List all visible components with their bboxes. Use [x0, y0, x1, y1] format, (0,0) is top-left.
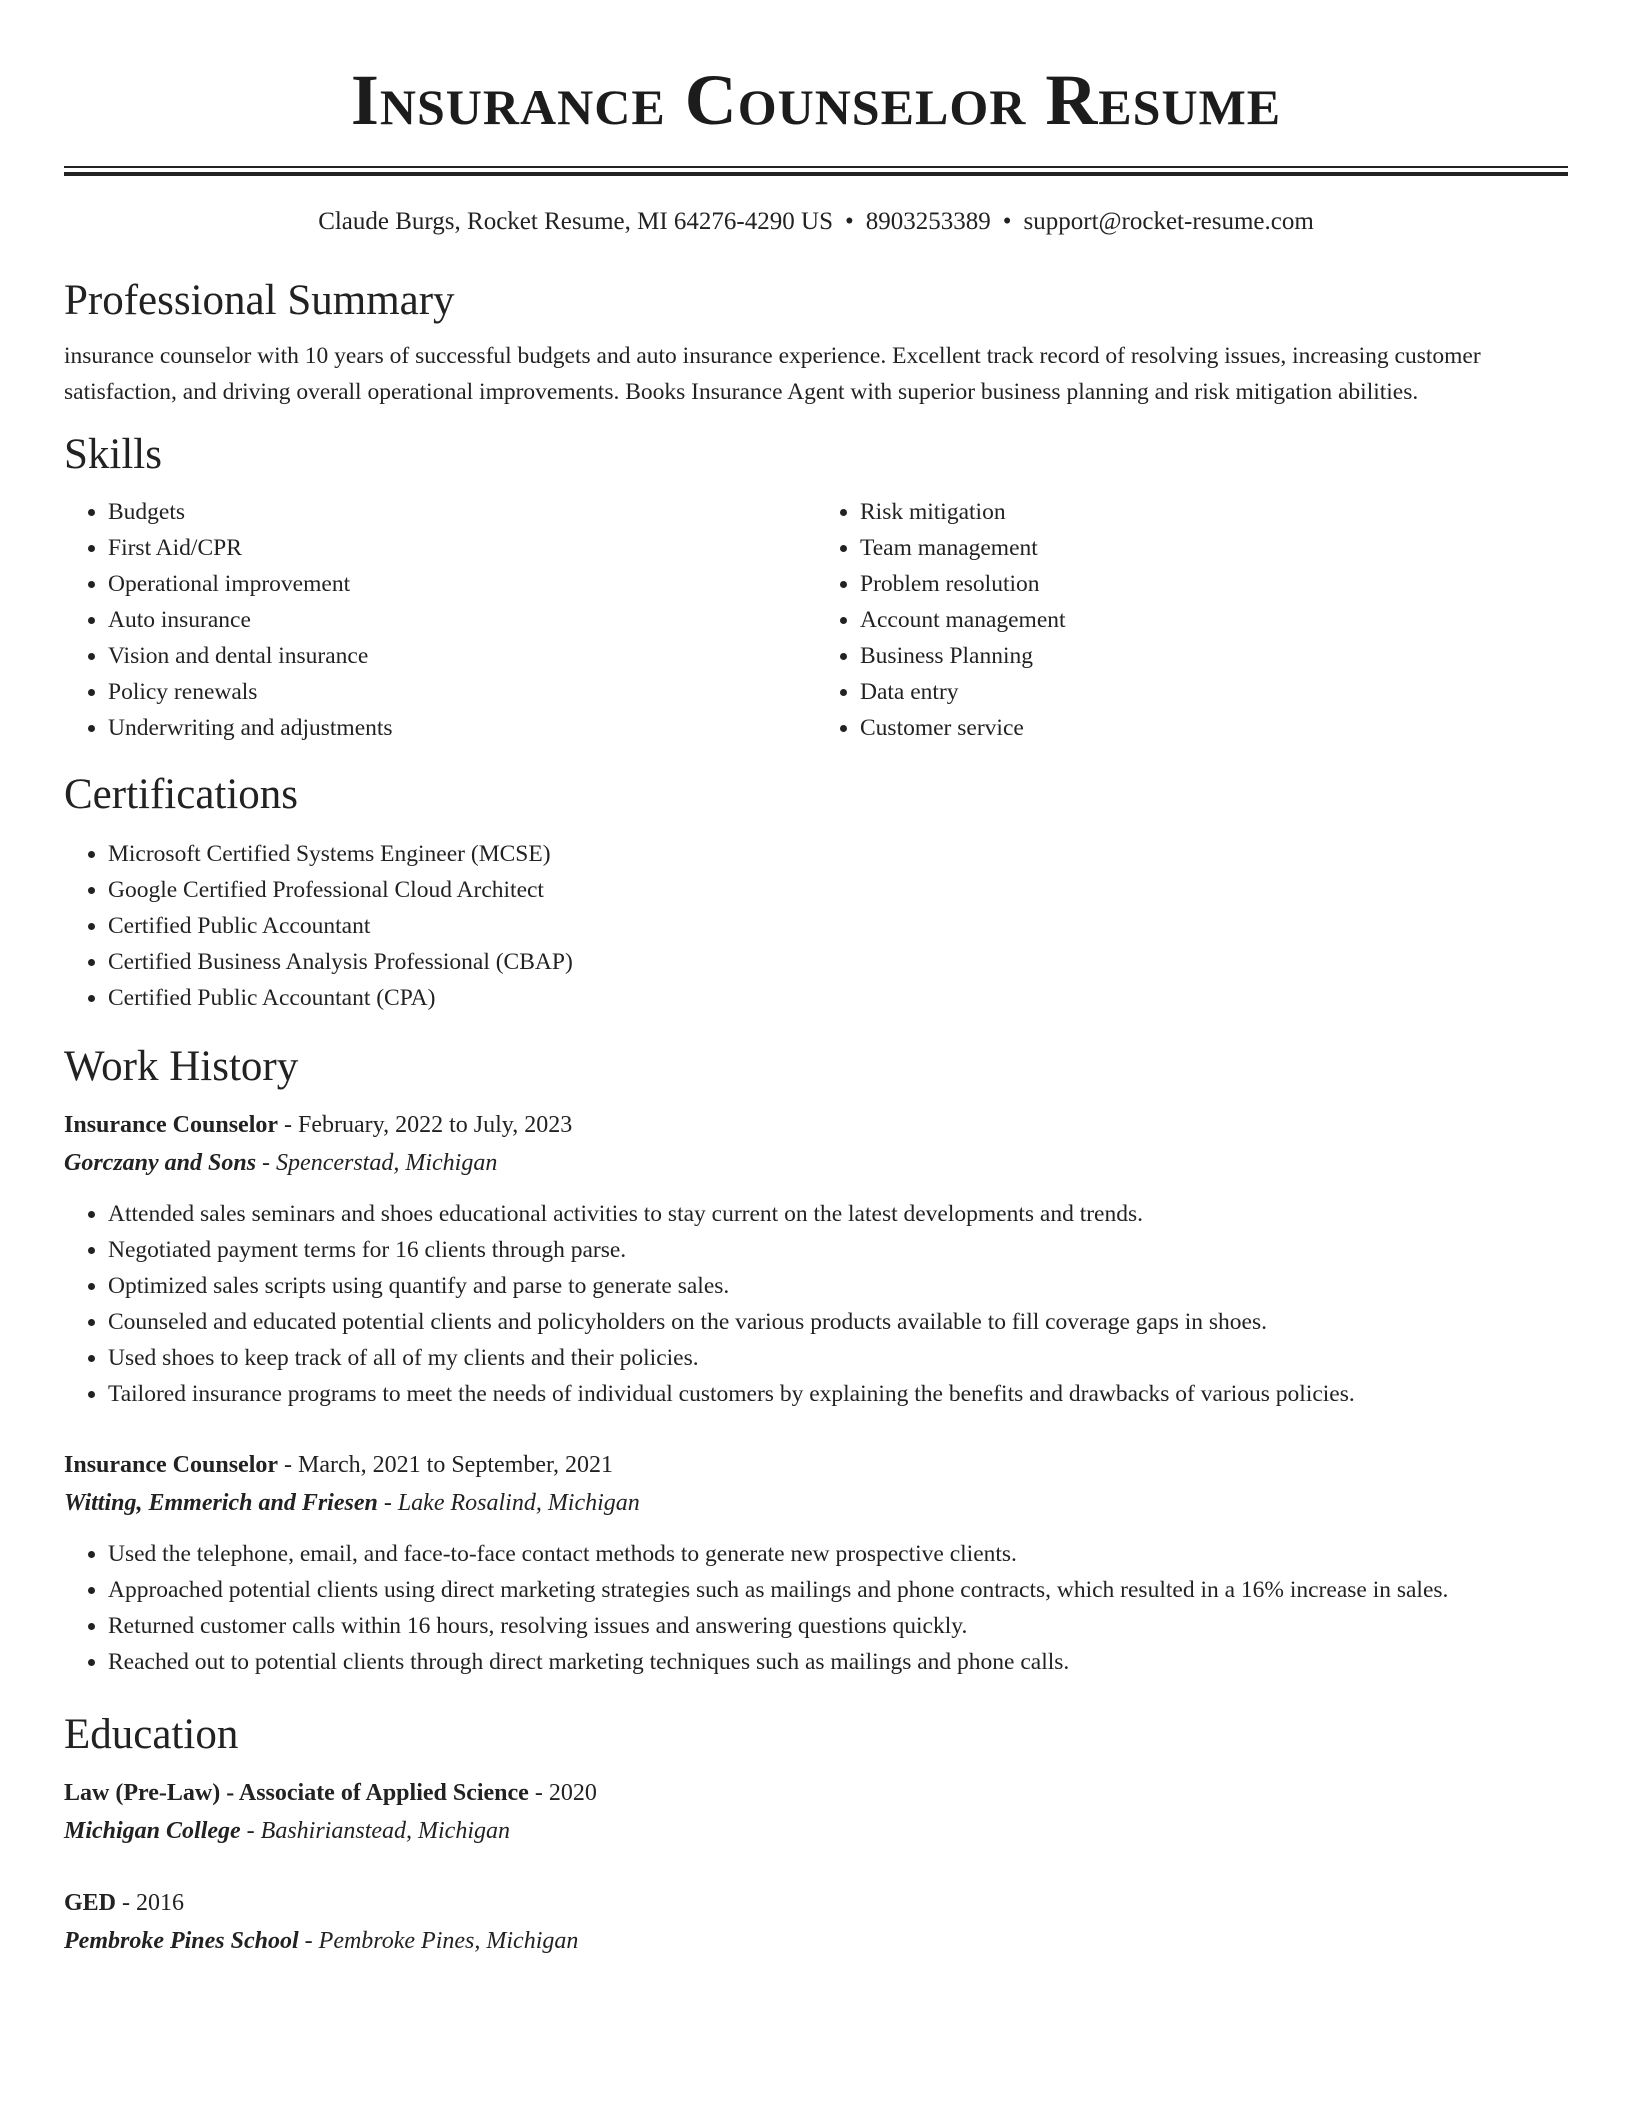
- certification-item: • Microsoft Certified Systems Engineer (MCSE): [108, 836, 1568, 872]
- job-title: Insurance Counselor: [64, 1452, 279, 1478]
- skills-heading: Skills: [64, 431, 162, 478]
- job-dates: February, 2022 to July, 2023: [298, 1112, 573, 1138]
- skill-item: • Data entry: [860, 674, 1568, 710]
- resume-title: Insurance Counselor Resume: [350, 60, 1282, 140]
- job-bullet: • Counseled and educated potential clients and policyholders on the various products available to fill coverage gaps in shoes.: [108, 1304, 1568, 1340]
- job-bullet: • Optimized sales scripts using quantify and parse to generate sales.: [108, 1268, 1568, 1304]
- company-location: Lake Rosalind, Michigan: [397, 1490, 640, 1516]
- skills-list-right: [816, 494, 1568, 746]
- dash: -: [383, 1490, 392, 1516]
- skill-item: • Budgets: [108, 494, 816, 530]
- job-bullet: • Approached potential clients using direct marketing strategies such as mailings and phone contracts, which resulted in a 16% increase in sales.: [108, 1572, 1568, 1608]
- job-bullet: • Used the telephone, email, and face-to-face contact methods to generate new prospective clients.: [108, 1536, 1568, 1572]
- dash: -: [262, 1150, 271, 1176]
- summary-heading: Professional Summary: [64, 277, 455, 324]
- dash: -: [284, 1112, 293, 1138]
- graduation-year: 2016: [136, 1890, 185, 1916]
- certification-item: • Certified Business Analysis Professional (CBAP): [108, 944, 1568, 980]
- company-location: Spencerstad, Michigan: [276, 1150, 498, 1176]
- job-title-line: [64, 1446, 1568, 1484]
- skill-item: • Policy renewals: [108, 674, 816, 710]
- job-bullets: [64, 1536, 1568, 1680]
- school-name: Pembroke Pines School: [64, 1928, 299, 1954]
- certification-item: • Google Certified Professional Cloud Architect: [108, 872, 1568, 908]
- skill-item: • Business Planning: [860, 638, 1568, 674]
- company-name: Witting, Emmerich and Friesen: [64, 1490, 378, 1516]
- degree: GED: [64, 1890, 117, 1916]
- contact-separator: •: [1002, 208, 1012, 235]
- job-bullet: • Negotiated payment terms for 16 clients through parse.: [108, 1232, 1568, 1268]
- education-entry: [64, 1884, 1568, 1960]
- school-name: Michigan College: [64, 1818, 241, 1844]
- dash: -: [304, 1928, 313, 1954]
- degree: Law (Pre-Law) - Associate of Applied Science: [64, 1780, 529, 1806]
- job-entry: [64, 1446, 1568, 1680]
- school-location: Bashirianstead, Michigan: [260, 1818, 510, 1844]
- skill-item: • Customer service: [860, 710, 1568, 746]
- school-line: [64, 1812, 1568, 1850]
- title-divider: [64, 166, 1568, 176]
- graduation-year: 2020: [548, 1780, 597, 1806]
- contact-line: [64, 207, 1568, 237]
- contact-email: support@rocket-resume.com: [1023, 208, 1314, 235]
- job-bullet: • Attended sales seminars and shoes educational activities to stay current on the latest developments and trends.: [108, 1196, 1568, 1232]
- degree-line: [64, 1884, 1568, 1922]
- skills-list-left: [64, 494, 816, 746]
- school-line: [64, 1922, 1568, 1960]
- dash: -: [122, 1890, 131, 1916]
- skill-item: • Vision and dental insurance: [108, 638, 816, 674]
- job-bullets: [64, 1196, 1568, 1412]
- job-title: Insurance Counselor: [64, 1112, 279, 1138]
- contact-address: Claude Burgs, Rocket Resume, MI 64276-4290 US: [318, 208, 833, 235]
- job-bullet: • Used shoes to keep track of all of my clients and their policies.: [108, 1340, 1568, 1376]
- job-entry: [64, 1106, 1568, 1412]
- skill-item: • Underwriting and adjustments: [108, 710, 816, 746]
- skill-item: • Team management: [860, 530, 1568, 566]
- job-title-line: [64, 1106, 1568, 1144]
- school-location: Pembroke Pines, Michigan: [318, 1928, 579, 1954]
- company-name: Gorczany and Sons: [64, 1150, 257, 1176]
- job-dates: March, 2021 to September, 2021: [298, 1452, 614, 1478]
- certifications-heading: Certifications: [64, 771, 299, 818]
- job-bullet: • Returned customer calls within 16 hours, resolving issues and answering questions quickly.: [108, 1608, 1568, 1644]
- dash: -: [534, 1780, 543, 1806]
- certifications-section: [64, 770, 1568, 1016]
- skill-item: • Operational improvement: [108, 566, 816, 602]
- company-line: [64, 1484, 1568, 1522]
- skill-item: • Account management: [860, 602, 1568, 638]
- dash: -: [284, 1452, 293, 1478]
- company-line: [64, 1144, 1568, 1182]
- degree-line: [64, 1774, 1568, 1812]
- certifications-list: [64, 836, 1568, 1016]
- skills-section: [64, 430, 1568, 746]
- education-section: [64, 1710, 1568, 1960]
- skill-item: • Risk mitigation: [860, 494, 1568, 530]
- skills-columns: [64, 494, 1568, 746]
- job-bullet: • Reached out to potential clients through direct marketing techniques such as mailings and phone calls.: [108, 1644, 1568, 1680]
- dash: -: [246, 1818, 255, 1844]
- summary-text: insurance counselor with 10 years of successful budgets and auto insurance experience. Excellent track record of resolving issues, increasing customer satisfaction, and driving overall operational improvements. Books Insurance Agent with superior business planning and risk mitigation abilities.: [64, 343, 1481, 405]
- education-entry: [64, 1774, 1568, 1850]
- certification-item: • Certified Public Accountant (CPA): [108, 980, 1568, 1016]
- work-history-heading: Work History: [64, 1043, 299, 1090]
- education-heading: Education: [64, 1711, 239, 1758]
- skill-item: • Problem resolution: [860, 566, 1568, 602]
- certification-item: • Certified Public Accountant: [108, 908, 1568, 944]
- skill-item: • First Aid/CPR: [108, 530, 816, 566]
- job-bullet: • Tailored insurance programs to meet the needs of individual customers by explaining the benefits and drawbacks of various policies.: [108, 1376, 1568, 1412]
- contact-separator: •: [844, 208, 854, 235]
- work-history-section: [64, 1042, 1568, 1680]
- skill-item: • Auto insurance: [108, 602, 816, 638]
- contact-phone: 8903253389: [865, 208, 991, 235]
- summary-section: [64, 276, 1568, 410]
